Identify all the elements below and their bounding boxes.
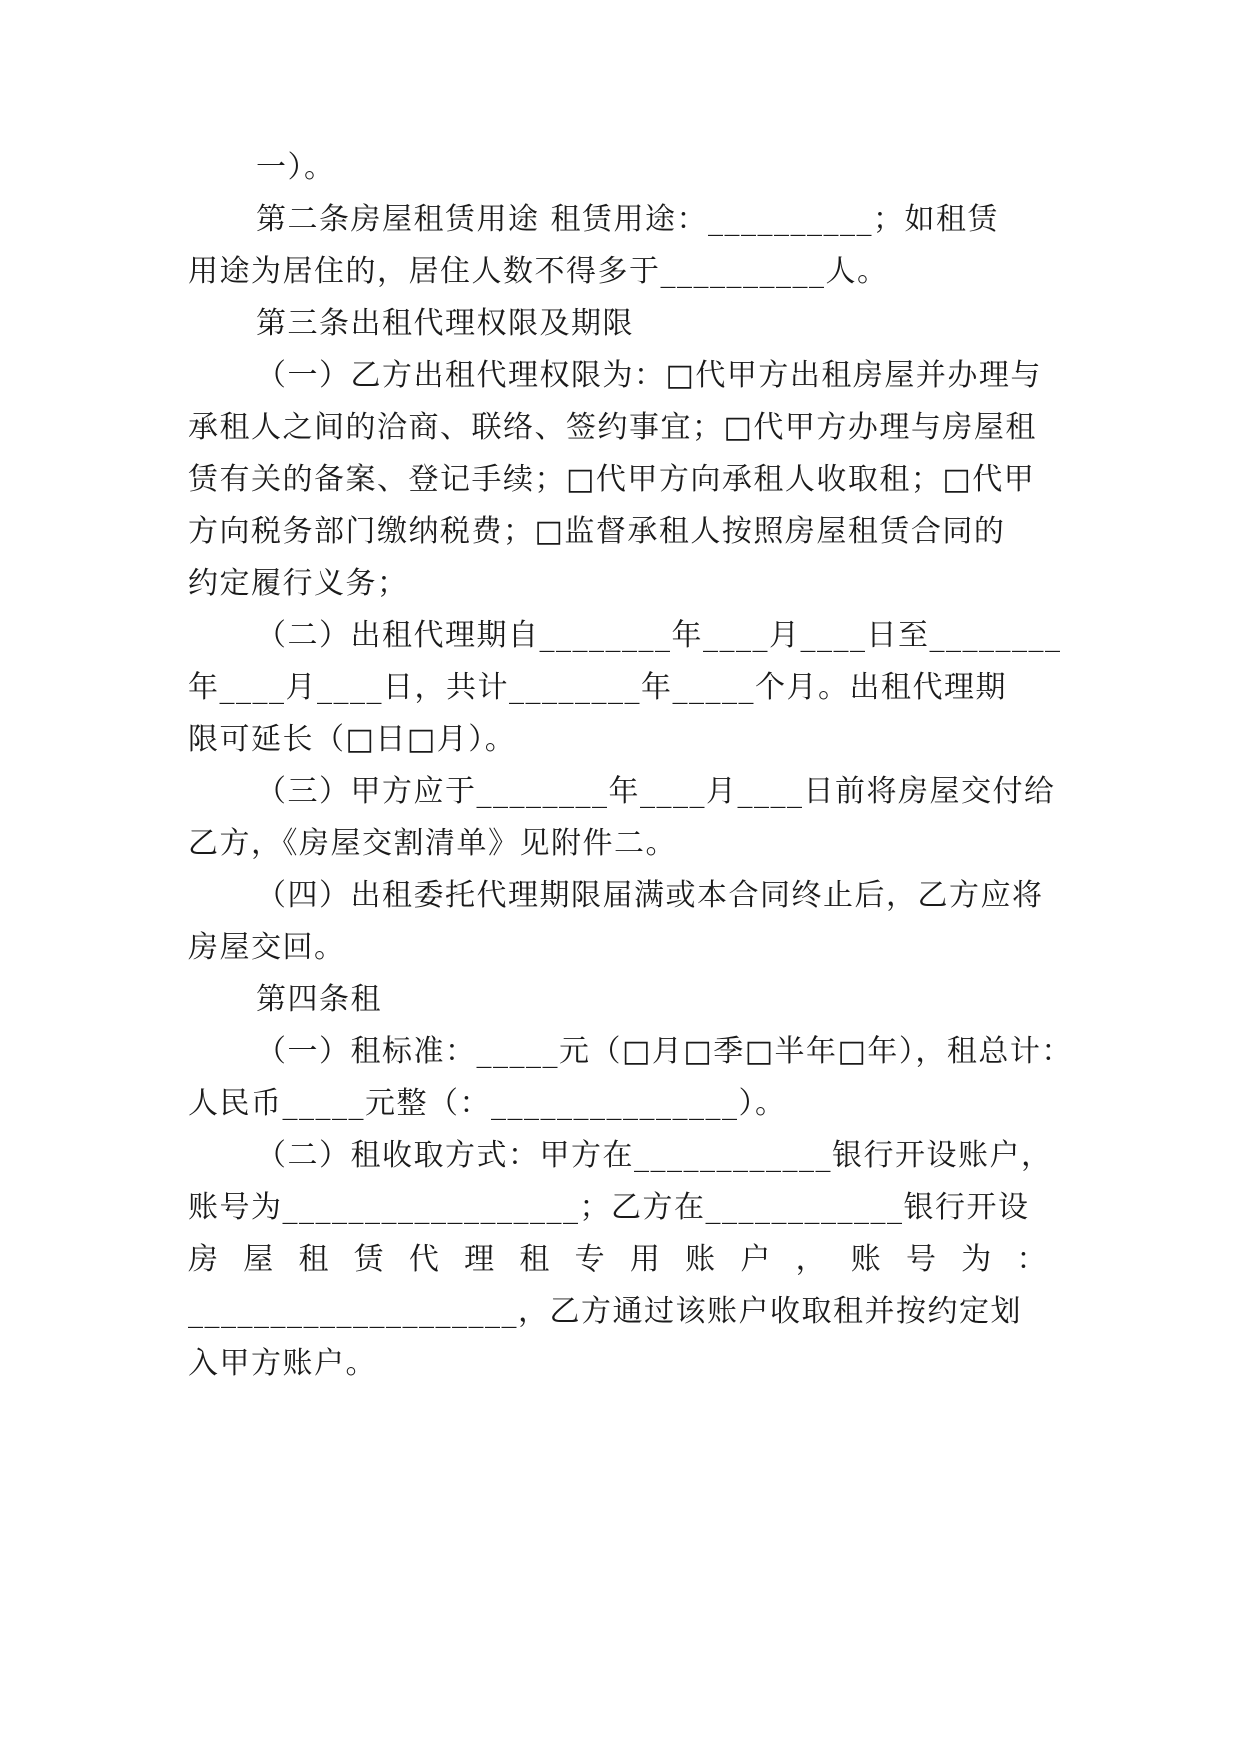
text-line: （一）租标准：_____元（□月□季□半年□年），租总计： [256, 1034, 1073, 1069]
text-line: 方向税务部门缴纳税费；□监督承租人按照房屋租赁合同的 [188, 514, 1006, 549]
text-line: （二）租收取方式：甲方在____________银行开设账户， [256, 1138, 1053, 1173]
text-line: （四）出租委托代理期限届满或本合同终止后，乙方应将 [256, 878, 1044, 913]
text-line: 房 屋 租 赁 代 理 租 专 用 账 户 ， 账 号 为 ： [188, 1242, 1048, 1277]
text-line: 房屋交回。 [188, 930, 346, 965]
text-line: 赁有关的备案、登记手续；□代甲方向承租人收取租；□代甲 [188, 462, 1036, 497]
text-line: 人民币_____元整（：_______________）。 [188, 1086, 787, 1121]
text-line: 一）。 [256, 150, 336, 185]
text-line: 承租人之间的洽商、联络、签约事宜；□代甲方办理与房屋租 [188, 410, 1037, 445]
text-line: （二）出租代理期自________年____月____日至________ [256, 618, 1062, 653]
text-line: 入甲方账户。 [188, 1346, 377, 1381]
text-line: 限可延长（□日□月）。 [188, 722, 517, 757]
section-heading: 第三条出租代理权限及期限 [256, 306, 634, 341]
text-line: （三）甲方应于________年____月____日前将房屋交付给 [256, 774, 1056, 809]
text-line: ____________________，乙方通过该账户收取租并按约定划 [188, 1294, 1022, 1329]
text-line: 用途为居住的，居住人数不得多于__________人。 [188, 254, 889, 289]
text-line: 账号为__________________；乙方在____________银行开设 [188, 1190, 1030, 1225]
section-heading: 第四条租 [256, 982, 382, 1017]
text-line: 年____月____日，共计________年_____个月。出租代理期 [188, 670, 1007, 705]
text-line: 约定履行义务； [188, 566, 409, 601]
text-line: （一）乙方出租代理权限为：□代甲方出租房屋并办理与 [256, 358, 1042, 393]
text-line: 第二条房屋租赁用途 租赁用途：__________；如租赁 [256, 202, 1000, 237]
text-line: 乙方，《房屋交割清单》见附件二。 [188, 826, 677, 861]
